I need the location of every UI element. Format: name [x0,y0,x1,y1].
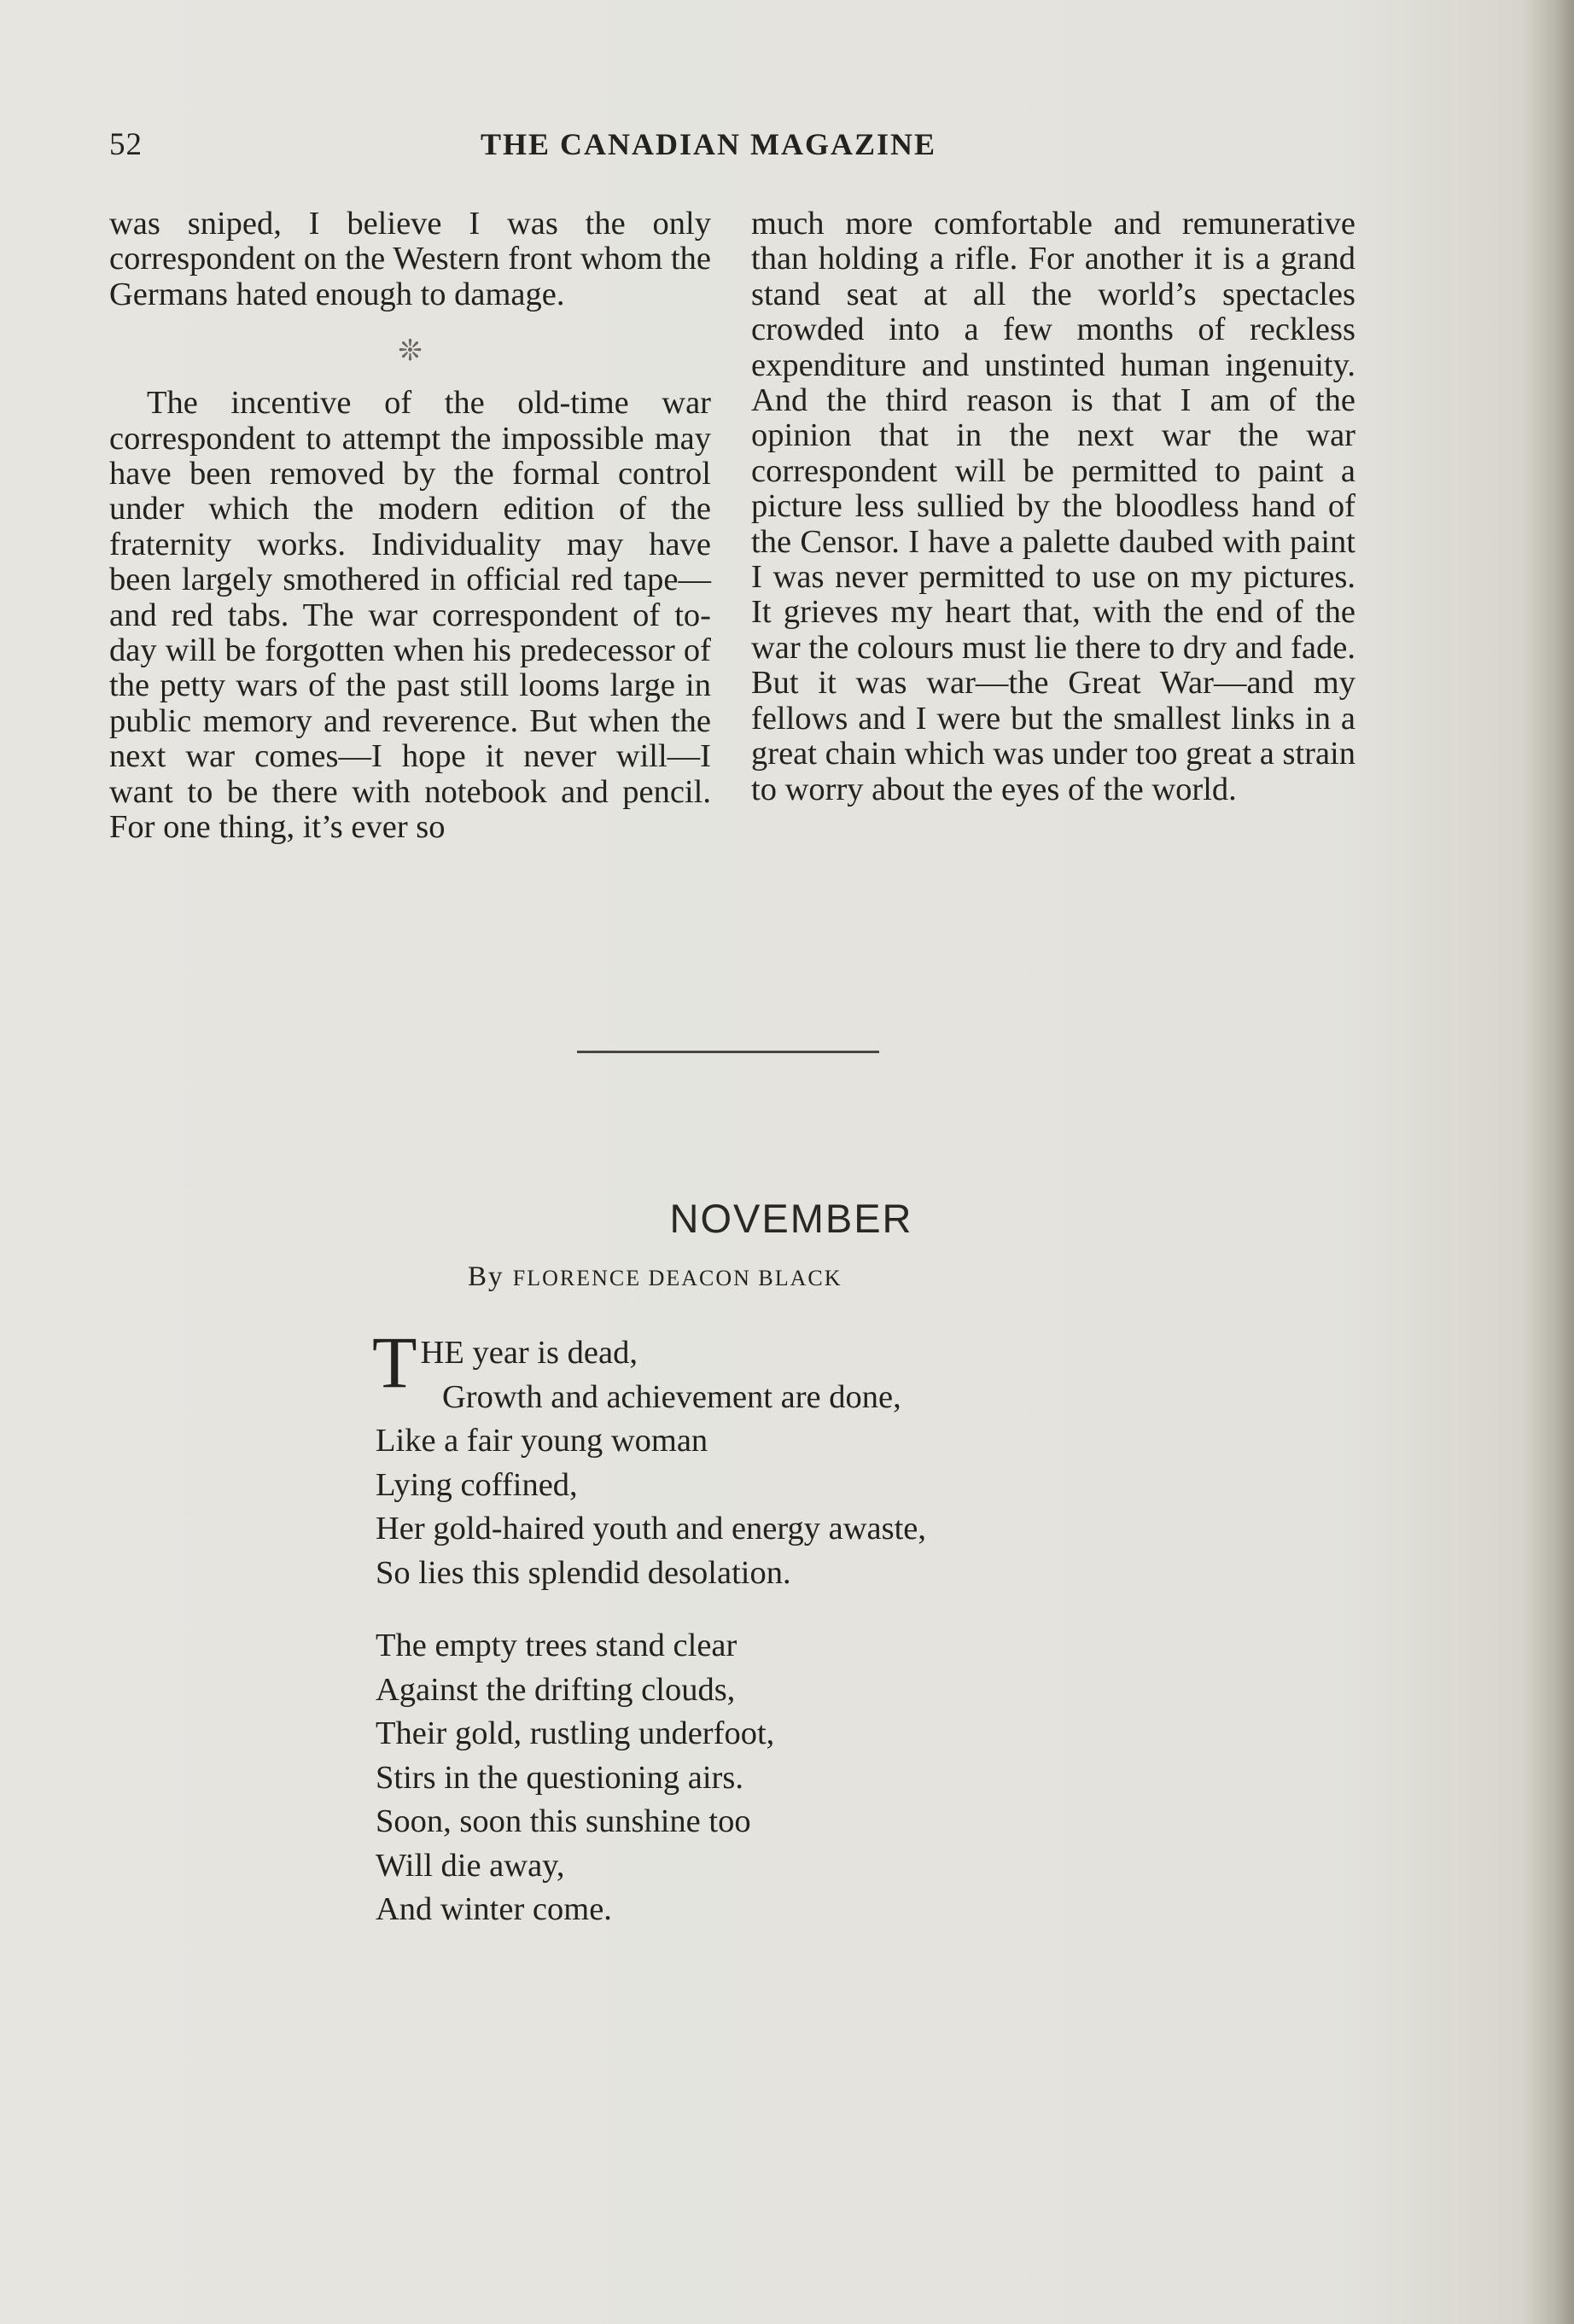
poem-line: Soon, soon this sunshine too [376,1803,751,1839]
poem-line: And winter come. [376,1891,612,1927]
poem-line: Stirs in the questioning airs. [376,1759,743,1796]
poem-line: Her gold-haired youth and energy awaste, [376,1511,927,1546]
poem-line: So lies this splendid desolation. [376,1554,791,1591]
byline-prefix: By [468,1261,504,1292]
section-break-ornament: ❊ [398,335,423,368]
page-header [109,126,1023,169]
poem-title: NOVEMBER [669,1196,913,1241]
poem-author: FLORENCE DEACON BLACK [512,1266,842,1290]
poem-body [372,1321,1144,1961]
poem-line: Growth and achievement are done, [442,1378,901,1415]
page-number: 52 [109,127,143,162]
poem-line: Will die away, [376,1847,565,1884]
section-divider-rule [577,1051,879,1053]
drop-cap: T [372,1321,417,1403]
poem-line: The empty trees stand clear [376,1628,737,1663]
poem-line: Lying coffined, [376,1466,578,1503]
article-left-column [109,207,711,846]
page-gutter-shadow [1523,0,1574,2324]
article-paragraph: The incentive of the old-time war correspondent to attempt the impossible may have been removed by the formal control under which the modern edition of the fraternity works. Individuality may have been largely smothered in official red tape—and red tabs. The war correspondent of to-day will be forgotten when his predecessor of the petty wars of the past still looms large in public memory and reverence. But when the next war comes—I hope it never will—I want to be there with notebook and pencil. For one thing, it’s ever so [109,385,711,846]
article-paragraph: was sniped, I believe I was the only correspondent on the Western front whom the Germans hated enough to damage. [109,206,711,312]
article-paragraph: much more comfortable and remunerative than holding a rifle. For another it is a grand stand seat at all the world’s spectacles crowded into a few months of reckless expenditure and unstinted human ingenuity. And the third reason is that I am of the opinion that in the next war the war correspondent will be permitted to paint a picture less sullied by the bloodless hand of the Censor. I have a palette daubed with paint I was never permitted to use on my pictures. It grieves my heart that, with the end of the war the colours must lie there to dry and fade. But it was war—the Great War—and my fellows and I were but the smallest links in a great chain which was under too great a strain to worry about the eyes of the world. [751,206,1355,807]
poem-byline [468,1261,842,1293]
poem-stanza [376,1624,1144,1932]
poem-line: Their gold, rustling underfoot, [376,1715,775,1751]
running-title: THE CANADIAN MAGAZINE [481,127,937,161]
poem-line: Against the drifting clouds, [376,1671,736,1708]
poem-line: HE year is dead, [420,1335,638,1371]
poem-line: Like a fair young woman [376,1423,708,1459]
poem-stanza [372,1321,1144,1595]
article-right-column [751,207,1355,807]
